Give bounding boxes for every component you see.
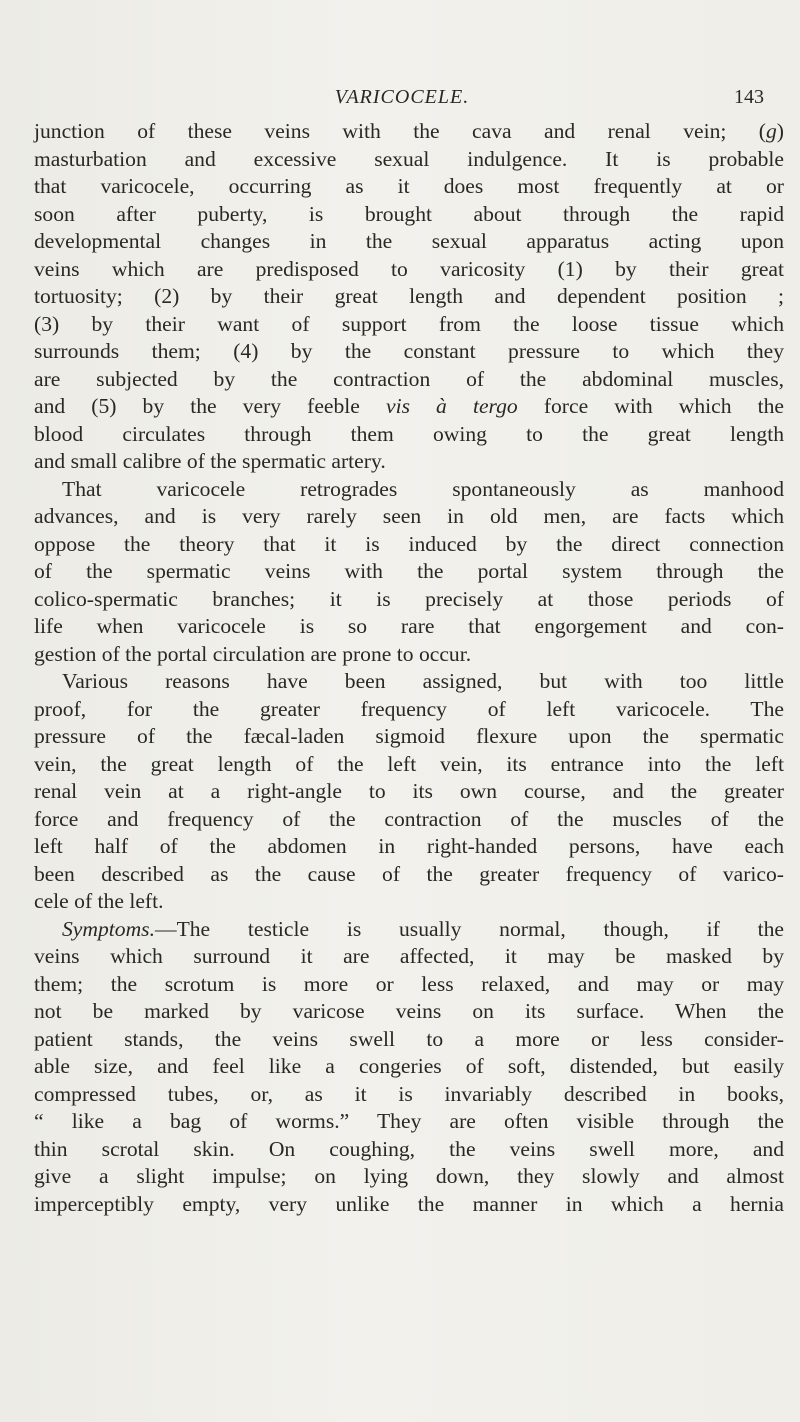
text-line: vein, the great length of the left vein, its entrance into the left — [34, 751, 784, 776]
text-line: not be marked by varicose veins on its surface. When the — [34, 999, 784, 1023]
text-line: masturbation and excessive sexual indulgence. It is probable — [34, 146, 784, 171]
latin-phrase: vis à tergo — [385, 394, 518, 418]
symptoms-text: —The testicle is usually normal, though, if the — [154, 916, 784, 941]
text-line: veins which are predisposed to varicosity (1) by their great — [34, 256, 784, 281]
text-line-symptoms — [34, 916, 784, 944]
running-head — [40, 86, 764, 116]
text-line: advances, and is very rarely seen in old men, are facts which — [34, 504, 784, 528]
text-line: veins which surround it are affected, it may be masked by — [34, 944, 784, 968]
text-line: tortuosity; (2) by their great length and dependent position ; — [34, 284, 784, 308]
text-line: force and frequency of the contraction of the muscles of the — [34, 806, 784, 831]
page-number: 143 — [734, 86, 764, 108]
text-line: surrounds them; (4) by the constant pressure to which they — [34, 339, 784, 363]
text-line: soon after puberty, is brought about through the rapid — [34, 201, 784, 226]
text-line: give a slight impulse; on lying down, they slowly and almost — [34, 1164, 784, 1188]
body-text — [34, 118, 784, 1218]
text-line: “ like a bag of worms.” They are often visible through the — [34, 1109, 784, 1133]
text-line: colico-spermatic branches; it is precisely at those periods of — [34, 586, 784, 611]
text-line: pressure of the fæcal-laden sigmoid flexure upon the spermatic — [34, 724, 784, 748]
text-line: patient stands, the veins swell to a more or less consider- — [34, 1026, 784, 1051]
text-line: compressed tubes, or, as it is invariably described in books, — [34, 1081, 784, 1106]
text-line: thin scrotal skin. On coughing, the veins swell more, and — [34, 1136, 784, 1161]
text-line: left half of the abdomen in right-handed persons, have each — [34, 834, 784, 858]
text-line: Various reasons have been assigned, but with too little — [62, 669, 784, 693]
text-line: been described as the cause of the greater frequency of varico- — [34, 861, 784, 886]
text-line: developmental changes in the sexual apparatus acting upon — [34, 229, 784, 253]
text-line: that varicocele, occurring as it does most frequently at or — [34, 174, 784, 198]
text-line: and small calibre of the spermatic artery. — [34, 449, 386, 473]
text-line: junction of these veins with the cava and renal vein; (g) — [34, 119, 784, 143]
text-line: able size, and feel like a congeries of soft, distended, but easily — [34, 1054, 784, 1078]
text-line: and (5) by the very feeble vis à tergo force with which the — [34, 394, 784, 418]
symptoms-heading: Symptoms. — [62, 916, 155, 941]
text-line: cele of the left. — [34, 889, 164, 913]
text-line: gestion of the portal circulation are prone to occur. — [34, 641, 472, 666]
text-line: That varicocele retrogrades spontaneously as manhood — [62, 476, 784, 501]
text-line: them; the scrotum is more or less relaxed, and may or may — [34, 971, 784, 996]
text-line: (3) by their want of support from the loose tissue which — [34, 311, 784, 336]
text-line: renal vein at a right-angle to its own course, and the greater — [34, 779, 784, 803]
text-line: imperceptibly empty, very unlike the manner in which a hernia — [34, 1191, 784, 1216]
text-line: oppose the theory that it is induced by the direct connection — [34, 531, 784, 556]
text-line: are subjected by the contraction of the abdominal muscles, — [34, 366, 784, 391]
text-line: life when varicocele is so rare that engorgement and con- — [34, 614, 784, 638]
running-title: VARICOCELE. — [334, 86, 470, 108]
text-line: of the spermatic veins with the portal system through the — [34, 559, 784, 583]
list-letter: g — [766, 119, 777, 143]
text-line: blood circulates through them owing to the great length — [34, 421, 784, 446]
text-line: proof, for the greater frequency of left varicocele. The — [34, 696, 784, 721]
